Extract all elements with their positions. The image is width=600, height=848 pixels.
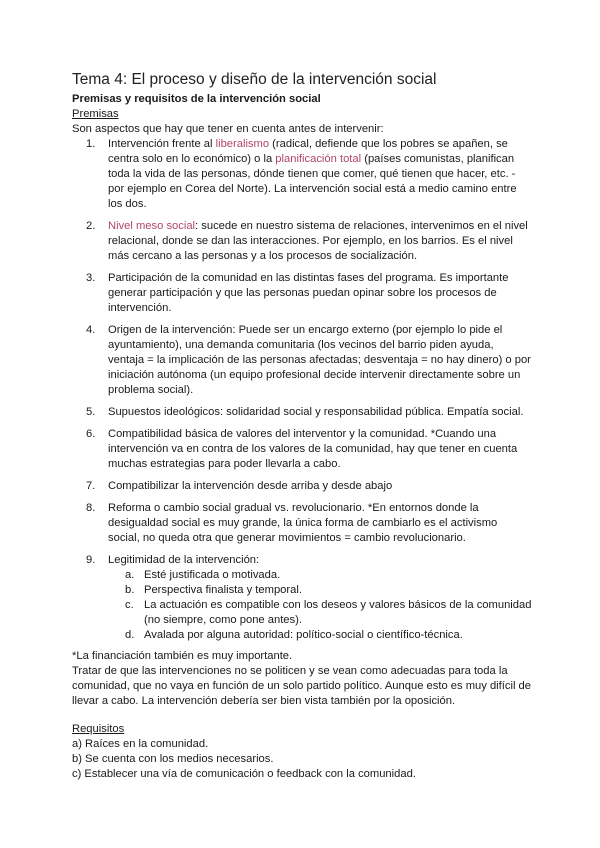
item-text: Participación de la comunidad en las distintas fases del programa. Es importante generar participación y que las personas puedan opinar sobre los procesos de intervención. [108, 272, 509, 314]
item-text: : sucede en nuestro sistema de relaciones, intervenimos en el nivel relacional, donde se dan las interacciones. Por ejemplo, en los barrios. Es el nivel más cercano a las personas y a los procesos de socialización. [108, 220, 528, 262]
list-item [72, 427, 532, 472]
item-text: Supuestos ideológicos: solidaridad social y responsabilidad pública. Empatía social. [108, 406, 524, 418]
sublist-item [108, 583, 532, 598]
highlight-term: liberalismo [215, 138, 270, 150]
item-number: 2. [86, 220, 96, 232]
requisitos-list [72, 737, 532, 782]
list-item [72, 479, 532, 494]
financing-note: *La financiación también es muy importante. [72, 650, 293, 662]
list-item [72, 219, 532, 264]
list-item [72, 501, 532, 546]
politics-note: Tratar de que las intervenciones no se politicen y se vean como adecuadas para toda la comunidad, que no vaya en función de un solo partido político. Aunque esto es muy difícil de llevar a cabo. La intervención debería ser bien vista también por la oposición. [72, 665, 531, 707]
item-number: 6. [86, 428, 96, 440]
section-subtitle: Premisas y requisitos de la intervención social [72, 93, 321, 105]
item-number: 9. [86, 554, 96, 566]
list-item: b) Se cuenta con los medios necesarios. [72, 753, 274, 765]
item-number: 8. [86, 502, 96, 514]
item-number: 7. [86, 480, 96, 492]
subitem-letter: c. [125, 599, 134, 611]
item-number: 3. [86, 272, 96, 284]
sublist-item [108, 598, 532, 628]
premisas-list [72, 137, 532, 643]
list-item [72, 137, 532, 212]
premisas-heading: Premisas [72, 108, 119, 120]
document-page [72, 70, 532, 782]
list-item: a) Raíces en la comunidad. [72, 738, 209, 750]
highlight-term: Nivel meso social [108, 220, 196, 232]
requisitos-heading: Requisitos [72, 723, 125, 735]
spacer [72, 709, 532, 722]
item-text: Compatibilizar la intervención desde arriba y desde abajo [108, 480, 393, 492]
page-title: Tema 4: El proceso y diseño de la intervención social [72, 71, 437, 88]
list-item [72, 553, 532, 643]
sublist-item [108, 628, 532, 643]
legitimidad-sublist [108, 568, 532, 643]
sublist-item [108, 568, 532, 583]
item-text: (radical, defiende que los pobres se apañen, se centra solo en lo económico) o la [108, 138, 508, 165]
list-item [72, 323, 532, 398]
item-number: 5. [86, 406, 96, 418]
item-text: Legitimidad de la intervención: [108, 554, 260, 566]
subitem-text: Esté justificada o motivada. [144, 569, 281, 581]
list-item [72, 405, 532, 420]
item-text: Intervención frente al [108, 138, 216, 150]
item-text: (países comunistas, planifican toda la vida de las personas, dónde tienen que comer, qué tienen que hacer, etc. - por ejemplo en Corea del Norte). La intervención social está a medio camino entre los dos. [108, 153, 517, 210]
list-item [72, 271, 532, 316]
item-text: Origen de la intervención: Puede ser un encargo externo (por ejemplo lo pide el ayuntamiento), una demanda comunitaria (los vecinos del barrio piden ayuda, ventaja = la implicación de las personas afectadas; desventaja = no hay dinero) o por iniciación autónoma (un equipo profesional decide intervenir directamente sobre un problema social). [108, 324, 531, 396]
subitem-letter: d. [125, 629, 135, 641]
highlight-term: planificación total [275, 153, 362, 165]
subitem-letter: a. [125, 569, 135, 581]
subitem-text: Avalada por alguna autoridad: político-social o científico-técnica. [144, 629, 463, 641]
item-text: Reforma o cambio social gradual vs. revolucionario. *En entornos donde la desigualdad social es muy grande, la única forma de cambiarlo es el activismo social, no queda otra que generar movimientos = cambio revolucionario. [108, 502, 498, 544]
subitem-letter: b. [125, 584, 135, 596]
subitem-text: Perspectiva finalista y temporal. [144, 584, 302, 596]
list-item: c) Establecer una vía de comunicación o feedback con la comunidad. [72, 768, 416, 780]
item-number: 1. [86, 138, 96, 150]
item-text: Compatibilidad básica de valores del interventor y la comunidad. *Cuando una intervención va en contra de los valores de la comunidad, hay que tener en cuenta muchas estrategias para poder llevarla a cabo. [108, 428, 518, 470]
item-number: 4. [86, 324, 96, 336]
subitem-text: La actuación es compatible con los deseos y valores básicos de la comunidad (no siempre, como pone antes). [144, 599, 532, 626]
premisas-intro: Son aspectos que hay que tener en cuenta antes de intervenir: [72, 123, 384, 135]
